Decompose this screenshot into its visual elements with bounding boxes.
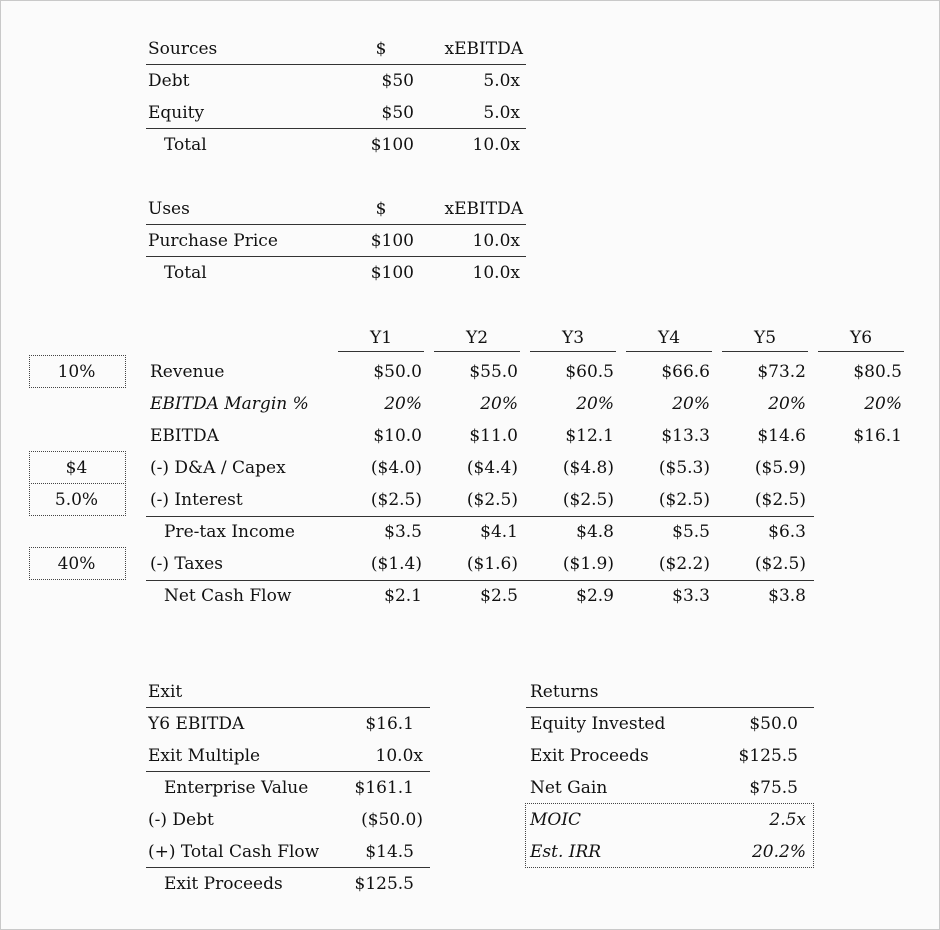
- projection-cell-r4-c2: ($4.4): [466, 458, 518, 478]
- exit-ev-label: Enterprise Value: [164, 778, 309, 798]
- projection-cell-r7-c4: ($2.2): [658, 554, 710, 574]
- projection-cell-r4-c3: ($4.8): [562, 458, 614, 478]
- projection-cell-r8-c3: $2.9: [576, 586, 614, 606]
- uses-total-multiple: 10.0x: [472, 263, 520, 283]
- uses-total-rule: [146, 256, 526, 257]
- sources-total-dollar: $100: [370, 135, 414, 155]
- projection-cell-r3-c5: $14.6: [757, 426, 806, 446]
- projection-cell-r3-c4: $13.3: [661, 426, 710, 446]
- sources-col-dollar: $: [375, 39, 387, 59]
- projection-cell-r5-c4: ($2.5): [658, 490, 710, 510]
- sources-total-multiple: 10.0x: [472, 135, 520, 155]
- returns-gain-label: Net Gain: [530, 778, 608, 798]
- exit-debt-value: ($50.0): [361, 810, 423, 830]
- projection-cell-r3-c6: $16.1: [853, 426, 902, 446]
- exit-y6-ebitda-value: $16.1: [365, 714, 414, 734]
- sources-total-label: Total: [164, 135, 207, 155]
- year-header-1: Y1: [369, 328, 393, 348]
- exit-multiple-value: 10.0x: [375, 746, 423, 766]
- projection-cell-r6-c3: $4.8: [576, 522, 614, 542]
- year-header-3: Y3: [561, 328, 585, 348]
- netcash-rule: [146, 580, 814, 581]
- returns-irr-label: Est. IRR: [530, 842, 602, 862]
- exit-ev-value: $161.1: [354, 778, 414, 798]
- projection-cell-r2-c6: 20%: [864, 394, 902, 414]
- uses-total-label: Total: [164, 263, 207, 283]
- pretax-rule: [146, 516, 814, 517]
- projection-cell-r1-c2: $55.0: [469, 362, 518, 382]
- projection-cell-r6-c1: $3.5: [384, 522, 422, 542]
- sources-header-rule: [146, 64, 526, 65]
- projection-row-label-1: Revenue: [150, 362, 225, 382]
- uses-col-multiple: xEBITDA: [444, 199, 523, 219]
- projection-cell-r1-c1: $50.0: [373, 362, 422, 382]
- exit-proceeds-label: Exit Proceeds: [164, 874, 283, 894]
- uses-header-rule: [146, 224, 526, 225]
- assumption-input-value-4[interactable]: $4: [65, 458, 88, 478]
- projection-cell-r1-c4: $66.6: [661, 362, 710, 382]
- projection-cell-r6-c4: $5.5: [672, 522, 710, 542]
- returns-equity-value: $50.0: [749, 714, 798, 734]
- projection-cell-r1-c3: $60.5: [565, 362, 614, 382]
- assumption-input-value-1[interactable]: 10%: [57, 362, 96, 382]
- exit-header-rule: [146, 707, 430, 708]
- year-header-6: Y6: [849, 328, 873, 348]
- projection-row-label-6: Pre-tax Income: [164, 522, 295, 542]
- year-header-5: Y5: [753, 328, 777, 348]
- projection-cell-r7-c1: ($1.4): [370, 554, 422, 574]
- returns-equity-label: Equity Invested: [530, 714, 666, 734]
- projection-cell-r1-c5: $73.2: [757, 362, 806, 382]
- returns-proceeds-label: Exit Proceeds: [530, 746, 649, 766]
- projection-cell-r8-c5: $3.8: [768, 586, 806, 606]
- exit-ev-rule: [146, 771, 430, 772]
- returns-header-rule: [526, 707, 814, 708]
- projection-cell-r5-c1: ($2.5): [370, 490, 422, 510]
- sources-equity-dollar: $50: [381, 103, 414, 123]
- projection-row-label-8: Net Cash Flow: [164, 586, 292, 606]
- exit-multiple-label: Exit Multiple: [148, 746, 261, 766]
- exit-debt-label: (-) Debt: [148, 810, 214, 830]
- projection-cell-r3-c1: $10.0: [373, 426, 422, 446]
- projection-cell-r4-c4: ($5.3): [658, 458, 710, 478]
- projection-cell-r2-c4: 20%: [672, 394, 710, 414]
- uses-purchase-multiple: 10.0x: [472, 231, 520, 251]
- year-header-4: Y4: [657, 328, 681, 348]
- exit-title: Exit: [148, 682, 183, 702]
- uses-purchase-label: Purchase Price: [148, 231, 278, 251]
- uses-col-dollar: $: [375, 199, 387, 219]
- year-header-rule-2: [434, 351, 520, 352]
- assumption-input-value-7[interactable]: 40%: [57, 554, 96, 574]
- uses-total-dollar: $100: [370, 263, 414, 283]
- sources-equity-label: Equity: [148, 103, 205, 123]
- uses-purchase-dollar: $100: [370, 231, 414, 251]
- projection-row-label-3: EBITDA: [150, 426, 219, 446]
- projection-cell-r2-c3: 20%: [576, 394, 614, 414]
- year-header-rule-3: [530, 351, 616, 352]
- projection-cell-r7-c3: ($1.9): [562, 554, 614, 574]
- exit-y6-ebitda-label: Y6 EBITDA: [148, 714, 245, 734]
- projection-cell-r5-c3: ($2.5): [562, 490, 614, 510]
- year-header-rule-5: [722, 351, 808, 352]
- projection-cell-r1-c6: $80.5: [853, 362, 902, 382]
- sources-col-multiple: xEBITDA: [444, 39, 523, 59]
- projection-cell-r5-c2: ($2.5): [466, 490, 518, 510]
- projection-cell-r7-c5: ($2.5): [754, 554, 806, 574]
- assumption-input-value-5[interactable]: 5.0%: [54, 490, 99, 510]
- sources-title: Sources: [148, 39, 218, 59]
- projection-row-label-4: (-) D&A / Capex: [150, 458, 286, 478]
- projection-cell-r4-c5: ($5.9): [754, 458, 806, 478]
- projection-cell-r6-c2: $4.1: [480, 522, 518, 542]
- sources-debt-label: Debt: [148, 71, 190, 91]
- projection-cell-r7-c2: ($1.6): [466, 554, 518, 574]
- projection-cell-r8-c4: $3.3: [672, 586, 710, 606]
- projection-row-label-7: (-) Taxes: [150, 554, 223, 574]
- returns-proceeds-value: $125.5: [738, 746, 798, 766]
- projection-cell-r8-c1: $2.1: [384, 586, 422, 606]
- year-header-rule-6: [818, 351, 904, 352]
- sources-total-rule: [146, 128, 526, 129]
- returns-moic-value: 2.5x: [769, 810, 806, 830]
- sources-debt-dollar: $50: [381, 71, 414, 91]
- returns-moic-label: MOIC: [530, 810, 582, 830]
- projection-cell-r8-c2: $2.5: [480, 586, 518, 606]
- projection-row-label-5: (-) Interest: [150, 490, 243, 510]
- projection-cell-r4-c1: ($4.0): [370, 458, 422, 478]
- returns-irr-value: 20.2%: [751, 842, 806, 862]
- returns-title: Returns: [530, 682, 599, 702]
- projection-cell-r3-c3: $12.1: [565, 426, 614, 446]
- year-header-2: Y2: [465, 328, 489, 348]
- year-header-rule-4: [626, 351, 712, 352]
- sources-equity-multiple: 5.0x: [483, 103, 520, 123]
- projection-cell-r5-c5: ($2.5): [754, 490, 806, 510]
- exit-proceeds-value: $125.5: [354, 874, 414, 894]
- exit-cashflow-label: (+) Total Cash Flow: [148, 842, 320, 862]
- sources-debt-multiple: 5.0x: [483, 71, 520, 91]
- uses-title: Uses: [148, 199, 190, 219]
- projection-row-label-2: EBITDA Margin %: [150, 394, 309, 414]
- projection-cell-r2-c2: 20%: [480, 394, 518, 414]
- projection-cell-r2-c5: 20%: [768, 394, 806, 414]
- returns-gain-value: $75.5: [749, 778, 798, 798]
- exit-proceeds-rule: [146, 867, 430, 868]
- projection-cell-r3-c2: $11.0: [469, 426, 518, 446]
- exit-cashflow-value: $14.5: [365, 842, 414, 862]
- projection-cell-r6-c5: $6.3: [768, 522, 806, 542]
- year-header-rule-1: [338, 351, 424, 352]
- projection-cell-r2-c1: 20%: [384, 394, 422, 414]
